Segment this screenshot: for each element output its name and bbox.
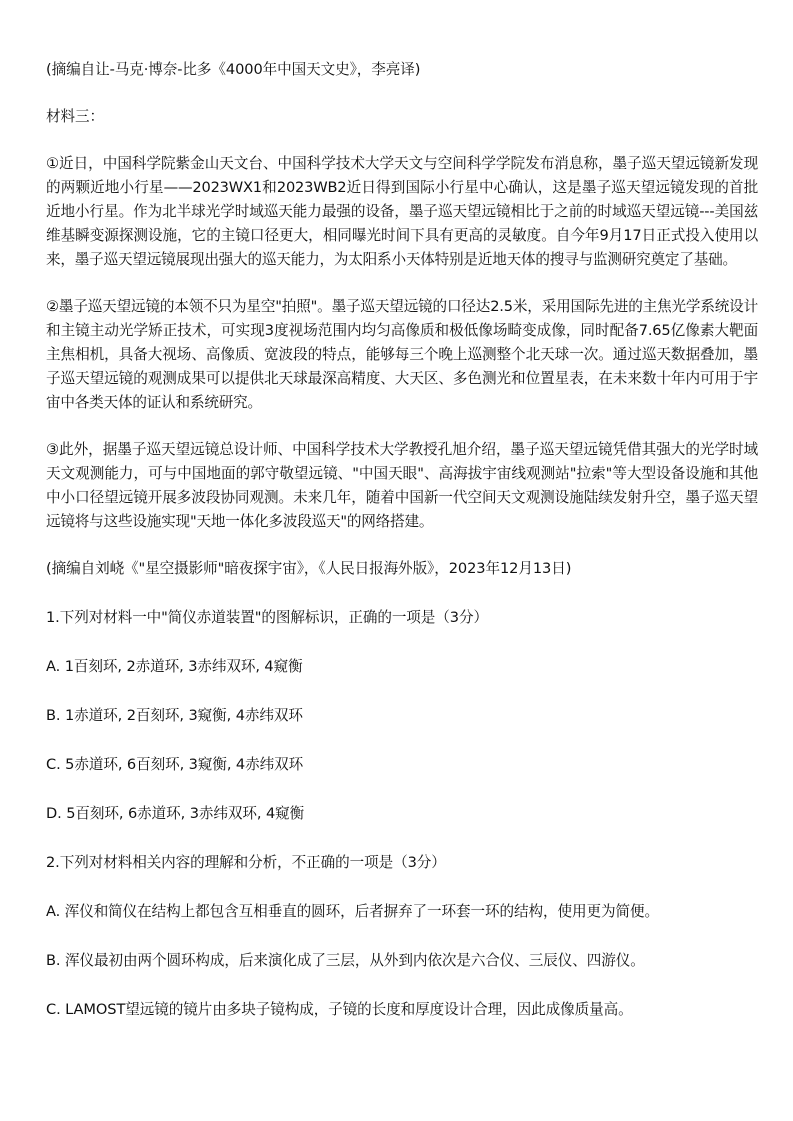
question-1-option-a: A. 1百刻环, 2赤道环, 3赤纬双环, 4窥衡: [46, 658, 303, 675]
question-2-option-a: A. 浑仪和简仪在结构上都包含互相垂直的圆环，后者摒弃了一环套一环的结构，使用更为简便。: [46, 903, 659, 920]
question-1-option-d: D. 5百刻环, 6赤道环, 3赤纬双环, 4窥衡: [46, 805, 305, 822]
question-2-stem: 2.下列对材料相关内容的理解和分析，不正确的一项是（3分）: [46, 854, 446, 871]
question-1-option-b: B. 1赤道环, 2百刻环, 3窥衡, 4赤纬双环: [46, 707, 303, 724]
source-citation-2: (摘编自刘峣《"星空摄影师"暗夜探宇宙》，《人民日报海外版》，2023年12月13日): [46, 560, 572, 577]
source-citation-1: (摘编自让-马克·博奈-比多《4000年中国天文史》，李亮译): [46, 61, 421, 78]
material-3-label: 材料三：: [46, 108, 104, 125]
question-2-option-b: B. 浑仪最初由两个圆环构成，后来演化成了三层，从外到内依次是六合仪、三辰仪、四游仪。: [46, 952, 645, 969]
question-1-option-c: C. 5赤道环, 6百刻环, 3窥衡, 4赤纬双环: [46, 756, 304, 773]
question-2-option-c: C. LAMOST望远镜的镜片由多块子镜构成，子镜的长度和厚度设计合理，因此成像质量高。: [46, 1001, 633, 1018]
document-page: [46, 58, 758, 1022]
paragraph-3: ③此外，据墨子巡天望远镜总设计师、中国科学技术大学教授孔旭介绍，墨子巡天望远镜凭借其强大的光学时域天文观测能力，可与中国地面的郭守敬望远镜、"中国天眼"、高海拔宇宙线观测站"拉索"等大型设备设施和其他中小口径望远镜开展多波段协同观测。未来几年，随着中国新一代空间天文观测设施陆续发射升空，墨子巡天望远镜将与这些设施实现"天地一体化多波段巡天"的网络搭建。: [46, 441, 758, 530]
question-1-stem: 1.下列对材料一中"简仪赤道装置"的图解标识，正确的一项是（3分）: [46, 609, 488, 626]
paragraph-2: ②墨子巡天望远镜的本领不只为星空"拍照"。墨子巡天望远镜的口径达2.5米，采用国际先进的主焦光学系统设计和主镜主动光学矫正技术，可实现3度视场范围内均匀高像质和极低像场畸变成像，同时配备7.65亿像素大靶面主焦相机，具备大视场、高像质、宽波段的特点，能够每三个晚上巡测整个北天球一次。通过巡天数据叠加，墨子巡天望远镜的观测成果可以提供北天球最深高精度、大天区、多色测光和位置星表，在未来数十年内可用于宇宙中各类天体的证认和系统研究。: [46, 298, 758, 411]
paragraph-1: ①近日，中国科学院紫金山天文台、中国科学技术大学天文与空间科学学院发布消息称，墨子巡天望远镜新发现的两颗近地小行星——2023WX1和2023WB2近日得到国际小行星中心确认，这是墨子巡天望远镜发现的首批近地小行星。作为北半球光学时域巡天能力最强的设备，墨子巡天望远镜相比于之前的时域巡天望远镜---美国兹维基瞬变源探测设施，它的主镜口径更大，相同曝光时间下具有更高的灵敏度。自今年9月17日正式投入使用以来，墨子巡天望远镜展现出强大的巡天能力，为太阳系小天体特别是近地天体的搜寻与监测研究奠定了基础。: [46, 155, 759, 268]
